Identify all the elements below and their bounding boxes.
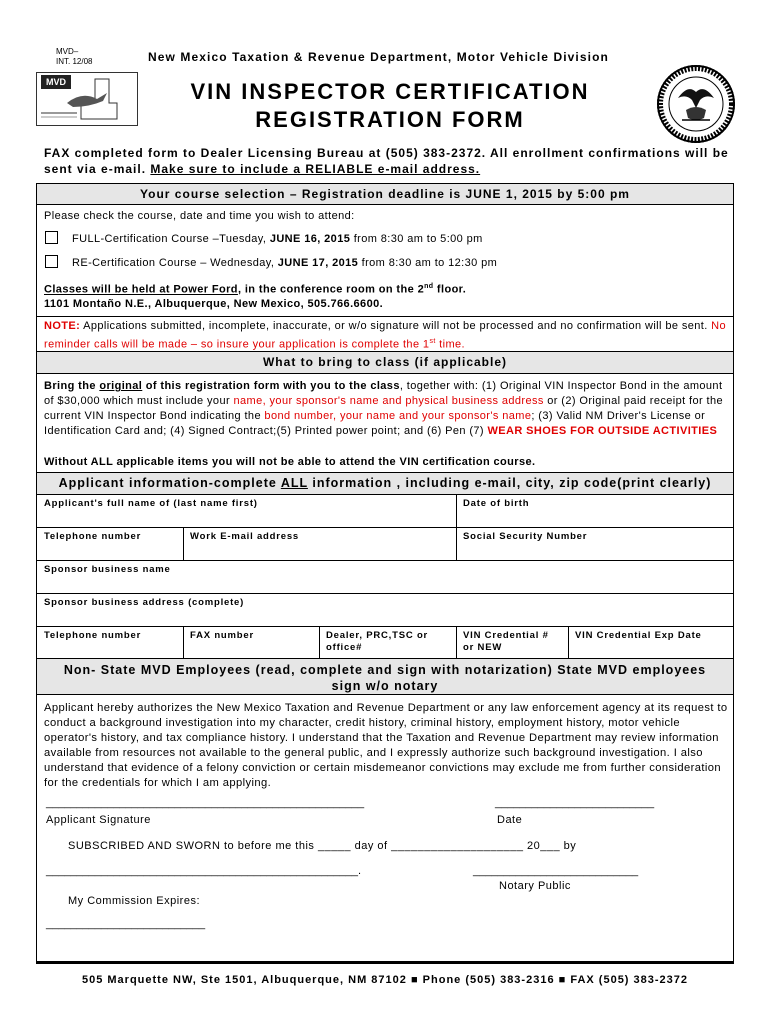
bring-section: [36, 373, 734, 473]
course-instruction: Please check the course, date and time you wish to attend:: [44, 210, 355, 222]
form-title-line1: VIN INSPECTOR CERTIFICATION: [190, 79, 590, 104]
re-certification-option[interactable]: RE-Certification Course – Wednesday, JUNE 17, 2015 from 8:30 am to 12:30 pm: [45, 255, 497, 271]
full-certification-checkbox[interactable]: [45, 231, 58, 244]
applicant-table: [36, 494, 734, 659]
sponsor-fax-field[interactable]: FAX number: [190, 630, 254, 641]
mvd-logo: [36, 72, 138, 126]
form-title-line2: REGISTRATION FORM: [255, 107, 525, 132]
sponsor-address-field[interactable]: Sponsor business address (complete): [44, 597, 245, 608]
notary-signature-line[interactable]: ___________________________: [473, 865, 639, 877]
date-of-birth-field[interactable]: Date of birth: [463, 498, 530, 509]
class-address: 1101 Montaño N.E., Albuquerque, New Mexico, 505.766.6600.: [44, 298, 384, 310]
vin-exp-date-field[interactable]: VIN Credential Exp Date: [575, 630, 702, 641]
bring-text: Bring the original of this registration form with you to the class, together with: (1) Original VIN Inspector Bond in the amount of $30,000 which must include your name, your sponsor's name and physical business address or (2) Original paid receipt for the current VIN Inspector Bond indicating the bond number, your name and your sponsor's name; (3) Valid NM Driver's License or Identification Card and; (4) Signed Contract;(5) Printed power point; and (6) Pen (7) WEAR SHOES FOR OUTSIDE ACTIVITIES: [44, 380, 724, 437]
date-line[interactable]: __________________________: [495, 797, 655, 809]
applicant-signature-label: Applicant Signature: [46, 814, 151, 826]
course-selection-heading: Your course selection – Registration deadline is JUNE 1, 2015 by 5:00 pm: [36, 183, 734, 205]
ssn-field[interactable]: Social Security Number: [463, 531, 588, 542]
bring-heading: What to bring to class (if applicable): [36, 352, 734, 374]
applicant-signature-line[interactable]: ____________________________________________________: [46, 797, 365, 809]
vin-credential-field[interactable]: VIN Credential # or NEW: [463, 630, 549, 653]
bring-warning: Without ALL applicable items you will not be able to attend the VIN certification course.: [44, 456, 536, 468]
commission-expires-label: My Commission Expires:: [68, 895, 201, 907]
class-location: Classes will be held at Power Ford, in the conference room on the 2nd floor.: [44, 283, 467, 296]
mvd-logo-text: MVD: [41, 75, 71, 89]
sponsor-name-field[interactable]: Sponsor business name: [44, 564, 171, 575]
form-id: MVD– INT. 12/08: [56, 47, 93, 66]
authorization-text: Applicant hereby authorizes the New Mexico Taxation and Revenue Department or any law enforcement agency at its request to conduct a background investigation into my character, credit history, criminal history, employment history, motor vehicle operator's history, and tax compliance history. I understand that the Taxation and Revenue Department may review information available from resources not available to the general public, and I expressly authorize such background investigation. I also understand that evidence of a felony conviction or certain misdemeanor convictions may exclude me from further consideration for the credentials for which I am applying.: [44, 702, 728, 789]
state-seal-icon: [656, 64, 736, 144]
notary-name-line[interactable]: ___________________________________________________.: [46, 865, 362, 877]
full-name-field[interactable]: Applicant's full name of (last name first): [44, 498, 258, 509]
sponsor-telephone-field[interactable]: Telephone number: [44, 630, 142, 641]
square-bullet-icon: ■: [410, 974, 419, 986]
work-email-field[interactable]: Work E-mail address: [190, 531, 300, 542]
applicant-heading: Applicant information-complete ALL information , including e-mail, city, zip code(print clearly): [36, 473, 734, 495]
dealer-field[interactable]: Dealer, PRC,TSC or office#: [326, 630, 429, 653]
course-note: NOTE: Applications submitted, incomplete, inaccurate, or w/o signature will not be processed and no confirmation will be sent. No reminder calls will be made – so insure your application is complete the 1st time.: [44, 320, 726, 351]
authorization-section: [36, 694, 734, 962]
sworn-statement: SUBSCRIBED AND SWORN to before me this _____ day of ____________________ 20___ by: [68, 840, 577, 852]
re-certification-checkbox[interactable]: [45, 255, 58, 268]
date-label: Date: [497, 814, 523, 826]
notary-public-label: Notary Public: [499, 880, 571, 892]
email-requirement: Make sure to include a RELIABLE e-mail address.: [150, 162, 481, 176]
course-selection-section: [36, 204, 734, 352]
square-bullet-icon: ■: [558, 974, 567, 986]
commission-expires-line[interactable]: __________________________: [46, 918, 206, 930]
nonstate-heading: Non- State MVD Employees (read, complete and sign with notarization) State MVD employees sign w/o notary: [36, 659, 734, 695]
fax-notice: FAX completed form to Dealer Licensing Bureau at (505) 383-2372. All enrollment confirmations will be sent via e-mail. Make sure to include a RELIABLE e-mail address.: [44, 146, 729, 176]
department-name: New Mexico Taxation & Revenue Department, Motor Vehicle Division: [148, 50, 609, 64]
footer-contact: 505 Marquette NW, Ste 1501, Albuquerque, NM 87102 ■ Phone (505) 383-2316 ■ FAX (505) 383-2372: [36, 962, 734, 998]
telephone-field[interactable]: Telephone number: [44, 531, 142, 542]
full-certification-option[interactable]: FULL-Certification Course –Tuesday, JUNE 16, 2015 from 8:30 am to 5:00 pm: [45, 231, 483, 247]
